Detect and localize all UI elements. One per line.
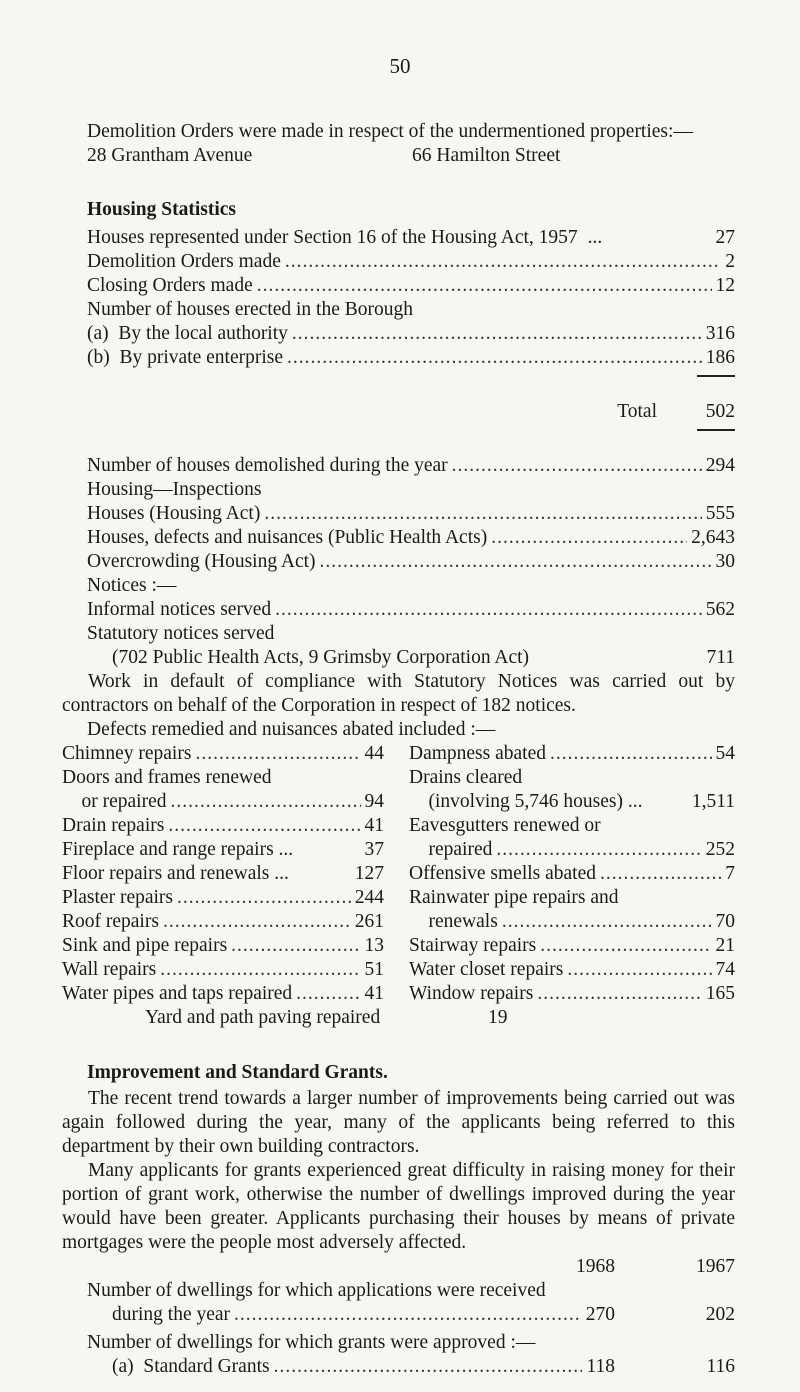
defect-value: 7 (725, 863, 735, 884)
stat-label: (a) By the local authority (87, 323, 288, 344)
default-work-paragraph (62, 670, 735, 718)
leader-dots (452, 454, 702, 478)
defect-value: 41 (364, 983, 384, 1004)
grants-row-label: Number of dwellings for which grants were approved :— (87, 1332, 536, 1353)
stat-dots: ... (587, 227, 603, 248)
defect-label: Water pipes and taps repaired (62, 983, 293, 1004)
stat-row (87, 454, 735, 478)
defect-label: or repaired (62, 791, 167, 812)
stat-value: 316 (705, 323, 735, 344)
leader-dots (274, 1355, 583, 1379)
defect-row (409, 934, 735, 958)
stat-value: 711 (706, 647, 735, 668)
leader-dots (292, 322, 702, 346)
leader-dots (537, 982, 701, 1006)
stat-label: Informal notices served (87, 599, 272, 620)
stat-row (87, 250, 735, 274)
defect-row (62, 742, 384, 766)
grants-row-label: Number of dwellings for which applications were received (87, 1280, 546, 1301)
page-number: 50 (389, 54, 411, 78)
defect-row (409, 958, 735, 982)
stat-label: (b) By private enterprise (87, 347, 284, 368)
defect-row (409, 886, 735, 910)
leader-dots (275, 598, 702, 622)
defect-value: 70 (715, 911, 735, 932)
stat-row (112, 646, 735, 670)
defect-label: Water closet repairs (409, 959, 564, 980)
defect-row (62, 766, 384, 790)
stat-label: Number of houses demolished during the year (87, 455, 448, 476)
defect-label: Chimney repairs (62, 743, 192, 764)
stat-label: Demolition Orders made (87, 251, 281, 272)
stat-subheading: Notices :— (87, 575, 177, 596)
defect-label: Doors and frames renewed (62, 767, 272, 788)
leader-dots (540, 934, 711, 958)
defect-row (409, 838, 735, 862)
grants-row-label: (a) Standard Grants (112, 1356, 270, 1377)
defect-value: 244 (354, 887, 384, 908)
grants-row (112, 1355, 615, 1379)
leader-dots (296, 982, 360, 1006)
defect-label: Stairway repairs (409, 935, 537, 956)
defect-label: Plaster repairs (62, 887, 174, 908)
yard-line-value: 19 (488, 1007, 508, 1028)
defect-value: 21 (715, 935, 735, 956)
stat-value: 2 (725, 251, 735, 272)
defect-row (409, 790, 735, 814)
stat-value: 27 (715, 227, 735, 248)
leader-dots (285, 250, 721, 274)
grants-heading: Improvement and Standard Grants. (87, 1062, 388, 1083)
stat-subheading: Statutory notices served (87, 623, 275, 644)
stat-value: 2,643 (691, 527, 735, 548)
total-value: 502 (705, 401, 735, 422)
defect-label: Window repairs (409, 983, 534, 1004)
leader-dots (195, 742, 360, 766)
defect-row (62, 814, 384, 838)
demolition-intro: Demolition Orders were made in respect of the undermentioned properties:— (87, 121, 693, 142)
stat-value: 562 (705, 599, 735, 620)
defect-label: Sink and pipe repairs (62, 935, 228, 956)
defect-row (409, 910, 735, 934)
defect-row (409, 742, 735, 766)
grants-value-1968: 270 (585, 1304, 615, 1325)
grants-paragraph-2-text: Many applicants for grants experienced great difficulty in raising money for their portion of grant work, otherwise the number of dwellings improved during the year would have been greater. Applicants purchasing their houses by means of private mortgages were the people most adversely affected. (62, 1160, 735, 1253)
leader-dots (171, 790, 361, 814)
col-header-1968: 1968 (576, 1256, 615, 1277)
property-1: 28 Grantham Avenue (87, 145, 253, 166)
stat-subheading: Number of houses erected in the Borough (87, 299, 413, 320)
leader-dots (496, 838, 701, 862)
defect-label: renewals (409, 911, 498, 932)
stat-row (87, 550, 735, 574)
defect-value: 261 (354, 911, 384, 932)
defect-row (62, 910, 384, 934)
stat-row (87, 526, 735, 550)
stat-row (87, 346, 735, 370)
defect-label: Dampness abated (409, 743, 546, 764)
stat-label: Overcrowding (Housing Act) (87, 551, 316, 572)
stat-row (87, 598, 735, 622)
stat-row (87, 274, 735, 298)
defect-row (62, 862, 384, 886)
stat-row (87, 322, 735, 346)
stat-value: 294 (705, 455, 735, 476)
grants-row-label: during the year (112, 1304, 231, 1325)
defect-value: 127 (354, 863, 384, 884)
stat-value: 30 (715, 551, 735, 572)
defect-value: 252 (705, 839, 735, 860)
defects-intro: Defects remedied and nuisances abated included :— (87, 719, 496, 740)
defect-value: 54 (715, 743, 735, 764)
grants-value-1967: 116 (706, 1356, 735, 1377)
leader-dots (600, 862, 721, 886)
defect-row (62, 886, 384, 910)
leader-dots (168, 814, 360, 838)
defect-value: 41 (364, 815, 384, 836)
defect-row (409, 814, 735, 838)
defect-label: Fireplace and range repairs ... (62, 839, 294, 860)
defect-label: Eavesgutters renewed or (409, 815, 601, 836)
total-rule (697, 429, 735, 431)
stat-value: 555 (705, 503, 735, 524)
total-label: Total (617, 401, 657, 422)
property-2: 66 Hamilton Street (412, 145, 561, 166)
defect-row (62, 838, 384, 862)
grants-paragraph-1 (62, 1087, 735, 1159)
defect-row (62, 934, 384, 958)
col-header-1967: 1967 (696, 1256, 735, 1277)
defect-label: Rainwater pipe repairs and (409, 887, 619, 908)
defect-row (409, 766, 735, 790)
defect-value: 37 (364, 839, 384, 860)
grants-value-1968: 118 (586, 1356, 615, 1377)
leader-dots (287, 346, 702, 370)
defect-label: Roof repairs (62, 911, 159, 932)
defect-value: 13 (364, 935, 384, 956)
defect-value: 94 (364, 791, 384, 812)
grants-value-1967: 202 (705, 1304, 735, 1325)
defect-row (62, 790, 384, 814)
defect-row (62, 982, 384, 1006)
stat-value: 186 (705, 347, 735, 368)
stat-row (87, 502, 735, 526)
defect-label: Floor repairs and renewals ... (62, 863, 289, 884)
leader-dots (160, 958, 360, 982)
stat-row (87, 226, 735, 250)
defect-label: Drains cleared (409, 767, 523, 788)
grants-row (112, 1303, 615, 1327)
defect-label: (involving 5,746 houses) ... (409, 791, 643, 812)
stat-label: (702 Public Health Acts, 9 Grimsby Corporation Act) (112, 647, 530, 668)
leader-dots (234, 1303, 582, 1327)
leader-dots (163, 910, 351, 934)
leader-dots (320, 550, 712, 574)
housing-statistics-heading: Housing Statistics (87, 199, 236, 220)
leader-dots (502, 910, 712, 934)
defect-label: Drain repairs (62, 815, 165, 836)
stat-value: 12 (715, 275, 735, 296)
leader-dots (231, 934, 360, 958)
leader-dots (567, 958, 711, 982)
defect-value: 1,511 (691, 791, 735, 812)
defect-value: 51 (364, 959, 384, 980)
stat-label: Houses represented under Section 16 of the Housing Act, 1957 (87, 227, 578, 248)
leader-dots (264, 502, 701, 526)
defect-value: 74 (715, 959, 735, 980)
stat-label: Houses (Housing Act) (87, 503, 261, 524)
defect-row (409, 982, 735, 1006)
defect-label: repaired (409, 839, 493, 860)
defect-value: 165 (705, 983, 735, 1004)
leader-dots (257, 274, 712, 298)
stat-label: Closing Orders made (87, 275, 253, 296)
defect-label: Offensive smells abated (409, 863, 597, 884)
leader-dots (550, 742, 712, 766)
yard-line-label: Yard and path paving repaired (145, 1007, 381, 1028)
grants-paragraph-2 (62, 1159, 735, 1255)
stat-subheading: Housing—Inspections (87, 479, 262, 500)
sum-rule (697, 375, 735, 377)
stat-label: Houses, defects and nuisances (Public Health Acts) (87, 527, 488, 548)
grants-paragraph-1-text: The recent trend towards a larger number of improvements being carried out was again followed during the year, many of the applicants being referred to this department by their own building contractors. (62, 1088, 735, 1157)
defect-row (409, 862, 735, 886)
defect-row (62, 958, 384, 982)
leader-dots (491, 526, 687, 550)
leader-dots (177, 886, 351, 910)
defect-value: 44 (364, 743, 384, 764)
defect-label: Wall repairs (62, 959, 157, 980)
default-work-text: Work in default of compliance with Statutory Notices was carried out by contractors on behalf of the Corporation in respect of 182 notices. (62, 671, 735, 716)
